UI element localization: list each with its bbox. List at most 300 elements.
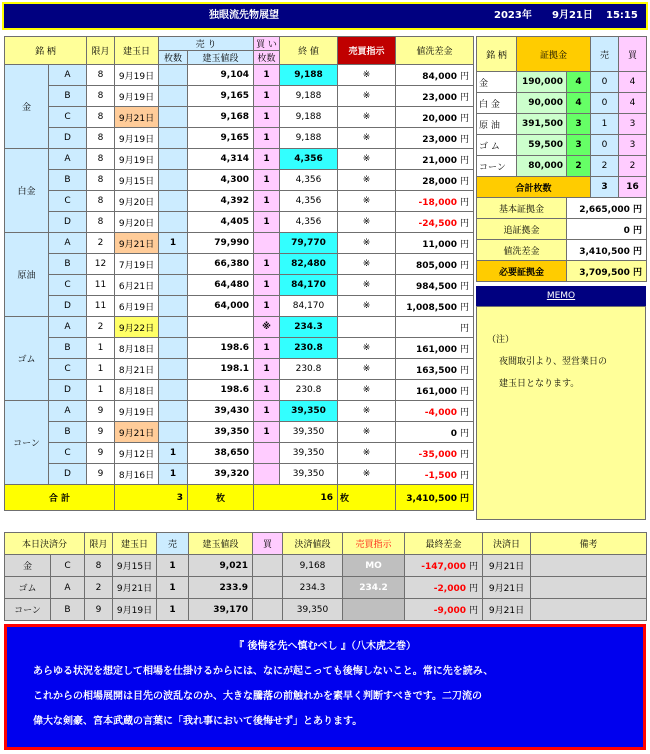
- position-row[interactable]: [5, 233, 474, 254]
- open-date: 6月21日: [115, 275, 159, 296]
- memo-line: 建玉日となります。: [499, 379, 580, 389]
- open-price: 4,405: [188, 212, 254, 233]
- pnl-cell: [396, 149, 474, 170]
- pnl-value: 21,000: [422, 155, 457, 166]
- quote-title: 『 後悔を先へ慎むべし 』（八木虎之巻）: [234, 641, 416, 652]
- quote-line: これからの相場展開は目先の波乱なのか、大きな騰落の前触れかを素早く判断すべきです。二刀流の: [33, 691, 482, 702]
- contract-code: B: [49, 338, 87, 359]
- sell-qty: [159, 170, 188, 191]
- contract-code: A: [49, 401, 87, 422]
- pnl-cell: [396, 317, 474, 338]
- margin-summary-table: [476, 36, 647, 282]
- position-row[interactable]: [5, 86, 474, 107]
- summary-sell: 0: [591, 72, 619, 93]
- yen-unit: 円: [459, 155, 469, 166]
- pnl-cell: [396, 401, 474, 422]
- total-pnl-cell: [396, 485, 474, 511]
- position-row[interactable]: [5, 275, 474, 296]
- instruction-mark[interactable]: ※: [338, 212, 396, 233]
- total-pnl: 3,410,500: [406, 494, 457, 504]
- position-row[interactable]: [5, 170, 474, 191]
- col-header-pnl: 値洗差金: [396, 37, 474, 65]
- open-price: 198.6: [188, 380, 254, 401]
- buy-qty: 1: [254, 359, 280, 380]
- settle-notes: [531, 555, 647, 577]
- col-header-instruction: 売買指示: [338, 37, 396, 65]
- sell-qty: [159, 317, 188, 338]
- settle-row[interactable]: [5, 555, 647, 577]
- sell-qty: [159, 422, 188, 443]
- pnl-value: -4,000: [424, 407, 457, 418]
- close-price: 4,356: [280, 191, 338, 212]
- pnl-cell: [396, 380, 474, 401]
- summary-total-sell: 3: [591, 177, 619, 198]
- position-row[interactable]: [5, 149, 474, 170]
- pnl-value: -18,000: [418, 197, 457, 208]
- settle-sell-qty: 1: [157, 599, 189, 621]
- open-date: 9月22日: [115, 317, 159, 338]
- position-row[interactable]: [5, 107, 474, 128]
- yen-unit: 円: [459, 281, 469, 292]
- settle-code: C: [51, 555, 85, 577]
- open-price: 64,480: [188, 275, 254, 296]
- open-price: 9,104: [188, 65, 254, 86]
- instruction-mark[interactable]: ※: [338, 296, 396, 317]
- pnl-value: -1,500: [424, 470, 457, 481]
- summary-row: [477, 135, 647, 156]
- position-row[interactable]: [5, 191, 474, 212]
- settle-header-price: 建玉値段: [189, 533, 253, 555]
- pnl-cell: [396, 191, 474, 212]
- open-price: [188, 317, 254, 338]
- col-header-buy: 買 い: [254, 37, 280, 51]
- summary-row: [477, 156, 647, 177]
- pnl-value: 20,000: [422, 113, 457, 124]
- settle-header-instruction: 売買指示: [343, 533, 405, 555]
- required-margin-label: 必要証拠金: [477, 261, 567, 282]
- summary-header-buy: 買: [619, 37, 647, 72]
- contract-code: C: [49, 191, 87, 212]
- instruction-mark[interactable]: ※: [338, 128, 396, 149]
- yen-unit: 円: [469, 584, 479, 594]
- position-row[interactable]: [5, 380, 474, 401]
- mark-to-market-pnl-label: 値洗差金: [477, 240, 567, 261]
- commodity-name: コーン: [5, 401, 49, 485]
- open-price: 39,320: [188, 464, 254, 485]
- yen-unit: 円: [459, 386, 469, 397]
- settle-date: 9月21日: [483, 555, 531, 577]
- open-date: 9月19日: [115, 149, 159, 170]
- settle-code: A: [51, 577, 85, 599]
- position-row[interactable]: [5, 401, 474, 422]
- year-label: 2023年: [494, 10, 532, 21]
- instruction-mark[interactable]: ※: [338, 107, 396, 128]
- contract-month: 8: [87, 65, 115, 86]
- total-sell-unit: 枚: [188, 485, 254, 511]
- open-date: 8月18日: [115, 380, 159, 401]
- additional-margin-row: [477, 219, 647, 240]
- pnl-cell: [396, 65, 474, 86]
- summary-total-label: 合計枚数: [477, 177, 591, 198]
- open-price: 198.1: [188, 359, 254, 380]
- pnl-value: 0: [450, 428, 457, 439]
- settle-open-date: 9月21日: [113, 577, 157, 599]
- basic-margin-value: 2,665,000 円: [567, 198, 647, 219]
- close-price: 9,188: [280, 128, 338, 149]
- yen-unit: 円: [459, 260, 469, 271]
- sell-qty: [159, 338, 188, 359]
- position-row[interactable]: [5, 65, 474, 86]
- instruction-mark[interactable]: ※: [338, 65, 396, 86]
- summary-margin: 190,000: [517, 72, 567, 93]
- close-price: 84,170: [280, 275, 338, 296]
- close-price: 4,356: [280, 212, 338, 233]
- settle-open-price: 233.9: [189, 577, 253, 599]
- yen-unit: 円: [459, 494, 469, 504]
- contract-code: B: [49, 422, 87, 443]
- settle-brand: コーン: [5, 599, 51, 621]
- position-row[interactable]: [5, 317, 474, 338]
- instruction-mark[interactable]: ※: [338, 464, 396, 485]
- open-date: 9月19日: [115, 128, 159, 149]
- pnl-value: 161,000: [415, 386, 457, 397]
- settle-row[interactable]: [5, 599, 647, 621]
- open-date: 9月20日: [115, 212, 159, 233]
- yen-unit: 円: [459, 176, 469, 187]
- position-row[interactable]: [5, 359, 474, 380]
- pnl-cell: [396, 275, 474, 296]
- sell-qty: [159, 380, 188, 401]
- col-header-open-date: 建玉日: [115, 37, 159, 65]
- summary-buy: 2: [619, 156, 647, 177]
- instruction-mark[interactable]: ※: [338, 170, 396, 191]
- settle-header-settle-price: 決済値段: [283, 533, 343, 555]
- open-date: 9月21日: [115, 422, 159, 443]
- contract-code: A: [49, 233, 87, 254]
- buy-qty: 1: [254, 380, 280, 401]
- close-price: 39,350: [280, 401, 338, 422]
- required-margin-row: [477, 261, 647, 282]
- additional-margin-value: 0 円: [567, 219, 647, 240]
- buy-qty: 1: [254, 191, 280, 212]
- yen-unit: 円: [459, 113, 469, 124]
- summary-margin: 59,500: [517, 135, 567, 156]
- contract-month: 9: [87, 401, 115, 422]
- header-row: [5, 37, 474, 51]
- summary-brand: 原 油: [477, 114, 517, 135]
- summary-count: 2: [567, 156, 591, 177]
- close-price: 4,356: [280, 170, 338, 191]
- buy-qty: 1: [254, 296, 280, 317]
- yen-unit: 円: [459, 134, 469, 145]
- close-price: 39,350: [280, 443, 338, 464]
- settle-header-buy: 買: [253, 533, 283, 555]
- settle-row[interactable]: [5, 577, 647, 599]
- summary-header-sell: 売: [591, 37, 619, 72]
- buy-qty: 1: [254, 254, 280, 275]
- pnl-value: 805,000: [415, 260, 457, 271]
- open-price: 79,990: [188, 233, 254, 254]
- summary-sell: 1: [591, 114, 619, 135]
- contract-month: 8: [87, 212, 115, 233]
- instruction-mark[interactable]: ※: [338, 86, 396, 107]
- summary-brand: 白 金: [477, 93, 517, 114]
- settle-code: B: [51, 599, 85, 621]
- yen-unit: 円: [459, 197, 469, 208]
- contract-code: B: [49, 254, 87, 275]
- contract-month: 8: [87, 107, 115, 128]
- summary-count: 4: [567, 72, 591, 93]
- instruction-mark[interactable]: ※: [338, 191, 396, 212]
- buy-qty: [254, 443, 280, 464]
- commodity-name: ゴム: [5, 317, 49, 401]
- open-date: 9月19日: [115, 401, 159, 422]
- summary-sell: 2: [591, 156, 619, 177]
- settle-notes: [531, 599, 647, 621]
- summary-total-buy: 16: [619, 177, 647, 198]
- open-price: 198.6: [188, 338, 254, 359]
- contract-code: B: [49, 170, 87, 191]
- summary-count: 4: [567, 93, 591, 114]
- settle-brand: ゴム: [5, 577, 51, 599]
- open-price: 39,430: [188, 401, 254, 422]
- instruction-mark[interactable]: ※: [338, 275, 396, 296]
- settle-notes: [531, 577, 647, 599]
- memo-link[interactable]: MEMO: [476, 286, 646, 306]
- position-row[interactable]: [5, 128, 474, 149]
- open-price: 4,314: [188, 149, 254, 170]
- total-buy-qty: 16: [254, 485, 338, 511]
- buy-qty: 1: [254, 275, 280, 296]
- summary-buy: 3: [619, 135, 647, 156]
- summary-buy: 4: [619, 72, 647, 93]
- contract-month: 9: [87, 464, 115, 485]
- pnl-cell: [396, 443, 474, 464]
- instruction-mark[interactable]: ※: [338, 359, 396, 380]
- buy-qty: 1: [254, 149, 280, 170]
- position-row[interactable]: [5, 254, 474, 275]
- open-date: 9月21日: [115, 233, 159, 254]
- yen-unit: 円: [459, 239, 469, 250]
- open-price: 9,165: [188, 128, 254, 149]
- mark-to-market-pnl-value: 3,410,500 円: [567, 240, 647, 261]
- position-row[interactable]: [5, 422, 474, 443]
- instruction-mark[interactable]: ※: [338, 233, 396, 254]
- contract-month: 9: [87, 443, 115, 464]
- basic-margin-label: 基本証拠金: [477, 198, 567, 219]
- sell-qty: [159, 254, 188, 275]
- contract-code: D: [49, 212, 87, 233]
- settle-open-price: 39,170: [189, 599, 253, 621]
- open-price: 39,350: [188, 422, 254, 443]
- settle-instruction: MO: [343, 555, 405, 577]
- sell-qty: 1: [159, 464, 188, 485]
- mark-to-market-pnl-row: [477, 240, 647, 261]
- contract-month: 12: [87, 254, 115, 275]
- close-price: 9,188: [280, 107, 338, 128]
- settle-header-title: 本日決済分: [5, 533, 85, 555]
- instruction-mark[interactable]: ※: [338, 149, 396, 170]
- buy-qty: 1: [254, 401, 280, 422]
- settle-header-open-date: 建玉日: [113, 533, 157, 555]
- position-row[interactable]: [5, 338, 474, 359]
- contract-code: C: [49, 359, 87, 380]
- col-header-brand: 銘 柄: [5, 37, 87, 65]
- open-date: 8月16日: [115, 464, 159, 485]
- buy-qty: ※: [254, 317, 280, 338]
- sell-qty: [159, 359, 188, 380]
- settle-header-final-pnl: 最終差金: [405, 533, 483, 555]
- settle-brand: 金: [5, 555, 51, 577]
- instruction-mark[interactable]: ※: [338, 338, 396, 359]
- contract-code: D: [49, 464, 87, 485]
- position-row[interactable]: [5, 464, 474, 485]
- buy-qty: 1: [254, 65, 280, 86]
- instruction-mark[interactable]: ※: [338, 380, 396, 401]
- pnl-value: 984,500: [415, 281, 457, 292]
- col-header-close: 終 値: [280, 37, 338, 65]
- instruction-mark[interactable]: ※: [338, 422, 396, 443]
- pnl-cell: [396, 212, 474, 233]
- yen-unit: 円: [459, 92, 469, 103]
- title-bar: [2, 2, 648, 30]
- settle-header-sell: 売: [157, 533, 189, 555]
- instruction-mark[interactable]: ※: [338, 443, 396, 464]
- sell-qty: [159, 401, 188, 422]
- pnl-cell: [396, 170, 474, 191]
- buy-qty: 1: [254, 338, 280, 359]
- total-row: [5, 485, 474, 511]
- yen-unit: 円: [459, 407, 469, 418]
- summary-brand: 金: [477, 72, 517, 93]
- contract-month: 8: [87, 170, 115, 191]
- instruction-mark[interactable]: ※: [338, 401, 396, 422]
- pnl-cell: [396, 422, 474, 443]
- close-price: 79,770: [280, 233, 338, 254]
- pnl-cell: [396, 86, 474, 107]
- contract-month: 2: [87, 317, 115, 338]
- positions-table: [4, 36, 474, 511]
- total-label: 合 計: [5, 485, 115, 511]
- open-date: 8月18日: [115, 338, 159, 359]
- buy-qty: 1: [254, 212, 280, 233]
- open-price: 9,168: [188, 107, 254, 128]
- pnl-value: 84,000: [422, 71, 457, 82]
- settle-month: 8: [85, 555, 113, 577]
- close-price: 4,356: [280, 149, 338, 170]
- yen-unit: 円: [469, 606, 479, 616]
- pnl-cell: [396, 128, 474, 149]
- contract-code: D: [49, 296, 87, 317]
- instruction-mark[interactable]: [338, 317, 396, 338]
- position-row[interactable]: [5, 212, 474, 233]
- page-title: 独眼流先物展望: [209, 10, 279, 21]
- buy-qty: 1: [254, 86, 280, 107]
- close-price: 9,188: [280, 65, 338, 86]
- open-date: 7月19日: [115, 254, 159, 275]
- sell-qty: [159, 212, 188, 233]
- memo-box: [476, 306, 646, 520]
- settle-buy-qty: [253, 577, 283, 599]
- pnl-cell: [396, 254, 474, 275]
- required-margin-value: 3,709,500 円: [567, 261, 647, 282]
- yen-unit: 円: [459, 470, 469, 481]
- summary-total-row: [477, 177, 647, 198]
- pnl-value: 28,000: [422, 176, 457, 187]
- settle-header-month: 限月: [85, 533, 113, 555]
- col-header-month: 限月: [87, 37, 115, 65]
- contract-month: 8: [87, 191, 115, 212]
- summary-row: [477, 72, 647, 93]
- pnl-cell: [396, 107, 474, 128]
- settle-pnl-cell: [405, 599, 483, 621]
- open-price: 38,650: [188, 443, 254, 464]
- close-price: 230.8: [280, 380, 338, 401]
- pnl-cell: [396, 233, 474, 254]
- close-price: 234.3: [280, 317, 338, 338]
- sell-qty: [159, 128, 188, 149]
- sell-qty: [159, 296, 188, 317]
- open-date: 9月12日: [115, 443, 159, 464]
- contract-month: 9: [87, 422, 115, 443]
- pnl-cell: [396, 464, 474, 485]
- instruction-mark[interactable]: ※: [338, 254, 396, 275]
- date-label: 9月21日: [552, 10, 593, 21]
- close-price: 9,188: [280, 86, 338, 107]
- pnl-cell: [396, 296, 474, 317]
- sell-qty: [159, 275, 188, 296]
- contract-code: A: [49, 149, 87, 170]
- settle-buy-qty: [253, 555, 283, 577]
- open-price: 64,000: [188, 296, 254, 317]
- summary-header-margin: 証拠金: [517, 37, 591, 72]
- close-price: 39,350: [280, 422, 338, 443]
- contract-month: 8: [87, 86, 115, 107]
- summary-buy: 4: [619, 93, 647, 114]
- contract-month: 1: [87, 359, 115, 380]
- position-row[interactable]: [5, 296, 474, 317]
- open-price: 9,165: [188, 86, 254, 107]
- settle-open-date: 9月19日: [113, 599, 157, 621]
- pnl-value: 11,000: [422, 239, 457, 250]
- settle-open-price: 9,021: [189, 555, 253, 577]
- open-date: 9月20日: [115, 191, 159, 212]
- summary-row: [477, 93, 647, 114]
- col-header-sell-qty: 枚数: [159, 51, 188, 65]
- settle-price: 9,168: [283, 555, 343, 577]
- quote-line: あらゆる状況を想定して相場を仕掛けるからには、なにが起こっても後悔しないこと。常に先を読み、: [33, 666, 494, 677]
- yen-unit: 円: [459, 302, 469, 313]
- quote-box: [4, 624, 646, 750]
- settle-date: 9月21日: [483, 577, 531, 599]
- settle-header-settle-date: 決済日: [483, 533, 531, 555]
- position-row[interactable]: [5, 443, 474, 464]
- close-price: 39,350: [280, 464, 338, 485]
- time-label: 15:15: [606, 10, 638, 21]
- open-date: 9月15日: [115, 170, 159, 191]
- yen-unit: 円: [469, 562, 479, 572]
- settle-sell-qty: 1: [157, 577, 189, 599]
- yen-unit: 円: [459, 365, 469, 376]
- yen-unit: 円: [459, 449, 469, 460]
- contract-code: A: [49, 65, 87, 86]
- buy-qty: 1: [254, 170, 280, 191]
- quote-line: 偉大な剣豪、宮本武蔵の言葉に「我れ事において後悔せず」とあります。: [33, 716, 363, 727]
- pnl-value: 23,000: [422, 92, 457, 103]
- contract-month: 11: [87, 275, 115, 296]
- settle-price: 39,350: [283, 599, 343, 621]
- contract-code: C: [49, 275, 87, 296]
